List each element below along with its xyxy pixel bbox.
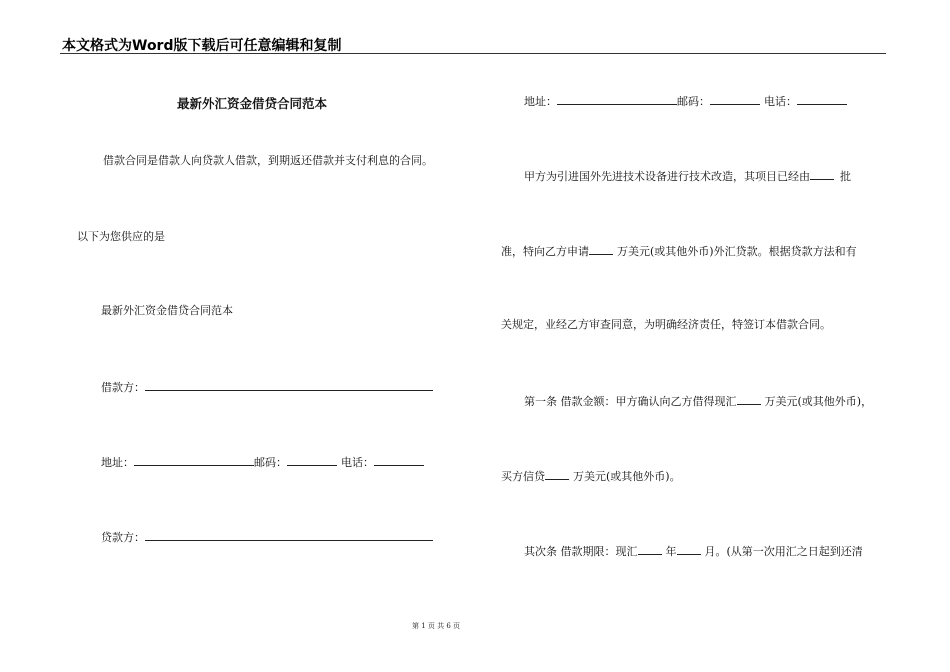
text-span: 第一条 借款金额：甲方确认向乙方借得现汇 bbox=[524, 395, 737, 408]
header-rule bbox=[60, 53, 886, 54]
subtitle-text: 最新外汇资金借贷合同范本 bbox=[101, 304, 233, 317]
text-span: 其次条 借款期限：现汇 bbox=[524, 545, 638, 558]
borrower-line bbox=[101, 379, 433, 395]
address-label: 地址： bbox=[524, 95, 557, 108]
credit-amount-blank bbox=[545, 468, 569, 480]
phone-label: 电话： bbox=[764, 95, 797, 108]
postcode-blank bbox=[287, 454, 337, 466]
text-span: 万美元(或其他外币)外汇贷款。根据贷款方法和有 bbox=[617, 245, 857, 258]
document-title: 最新外汇资金借贷合同范本 bbox=[177, 96, 328, 111]
intro-paragraph: 借款合同是借款人向贷款人借款，到期返还借款并支付利息的合同。 bbox=[103, 154, 433, 167]
borrower-label: 借款方： bbox=[101, 381, 145, 394]
text-span: 年 bbox=[665, 545, 677, 558]
article-2-line bbox=[524, 543, 863, 559]
months-blank bbox=[677, 543, 701, 555]
borrower-blank bbox=[145, 379, 433, 391]
lender-blank bbox=[145, 529, 433, 541]
text-span: 买方信贷 bbox=[501, 470, 545, 483]
paragraph-line: 关规定，业经乙方审查同意，为明确经济责任，特签订本借款合同。 bbox=[501, 318, 831, 331]
text-span: 万美元(或其他外币)， bbox=[764, 395, 873, 408]
article-1-line bbox=[524, 393, 872, 409]
text-span: 甲方为引进国外先进技术设备进行技术改造，其项目已经由 bbox=[524, 170, 810, 183]
phone-blank bbox=[797, 93, 847, 105]
approval-blank bbox=[810, 168, 834, 180]
postcode-label: 邮码： bbox=[254, 456, 287, 469]
amount-blank bbox=[589, 243, 613, 255]
provide-text: 以下为您供应的是 bbox=[77, 230, 165, 243]
text-span: 批 bbox=[840, 170, 851, 183]
postcode-blank bbox=[710, 93, 760, 105]
lender-label: 贷款方： bbox=[101, 531, 145, 544]
article-1-continuation bbox=[501, 468, 681, 484]
text-span: 准，特向乙方申请 bbox=[501, 245, 589, 258]
address-label: 地址： bbox=[101, 456, 134, 469]
cash-amount-blank bbox=[737, 393, 761, 405]
text-span: 月。(从第一次用汇之日起到还清 bbox=[704, 545, 863, 558]
phone-blank bbox=[374, 454, 424, 466]
years-blank bbox=[638, 543, 662, 555]
borrower-address-line bbox=[101, 454, 424, 470]
text-span: 万美元(或其他外币)。 bbox=[573, 470, 681, 483]
document-header: 本文格式为Word版下载后可任意编辑和复制 bbox=[62, 38, 342, 54]
paragraph-line bbox=[524, 168, 851, 184]
paragraph-line bbox=[501, 243, 857, 259]
phone-label: 电话： bbox=[341, 456, 374, 469]
address-blank bbox=[557, 93, 677, 105]
address-blank bbox=[134, 454, 254, 466]
lender-line bbox=[101, 529, 433, 545]
lender-address-line bbox=[524, 93, 847, 109]
page-number: 第 1 页 共 6 页 bbox=[412, 622, 461, 630]
postcode-label: 邮码： bbox=[677, 95, 710, 108]
